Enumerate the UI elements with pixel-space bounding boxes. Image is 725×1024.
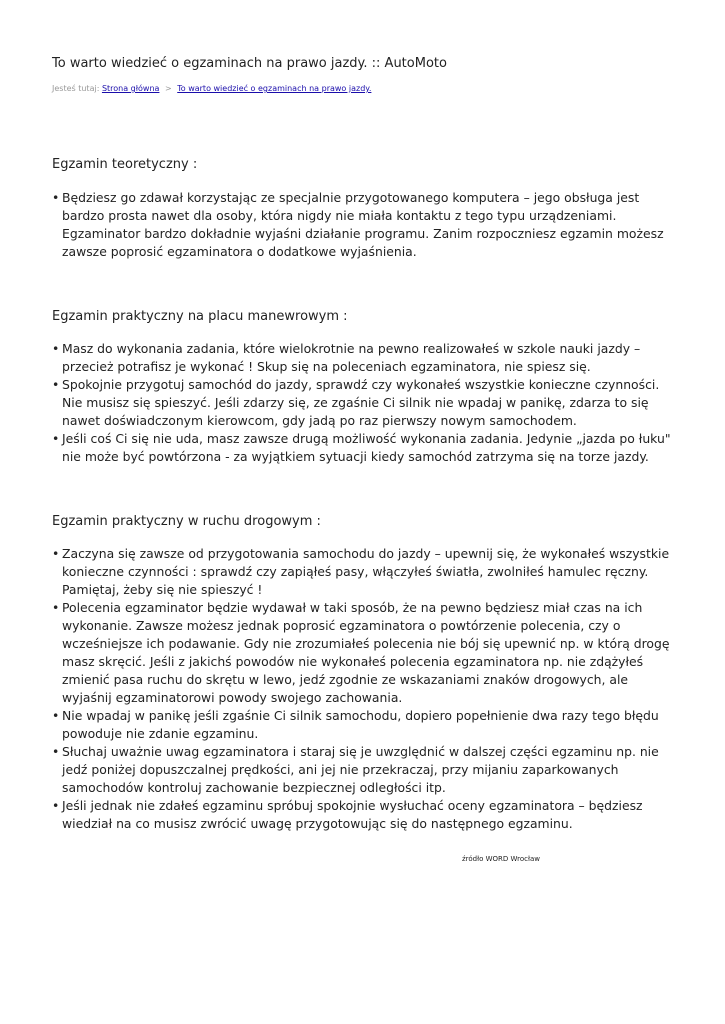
breadcrumb-current-link[interactable]: To warto wiedzieć o egzaminach na prawo jazdy. [177,84,372,93]
section-heading-theory: Egzamin teoretyczny : [52,157,198,172]
list-item: • Będziesz go zdawał korzystając ze specjalnie przygotowanego komputera – jego obsługa jest bardzo prosta nawet dla osoby, która nigdy nie miała kontaktu z tego typu urządzeniami. Egzaminator bardzo dokładnie wyjaśni działanie programu. Zanim rozpoczniesz egzamin możesz zawsze poprosić egzaminatora o dodatkowe wyjaśnienia. [52,189,674,261]
list-item: • Słuchaj uważnie uwag egzaminatora i staraj się je uwzględnić w dalszej części egzaminu np. nie jedź poniżej dopuszczalnej prędkości, ani jej nie przekraczaj, przy mijaniu zaparkowanych samochodów kontroluj zachowanie bezpiecznej odległości itp. [52,743,674,797]
section-list-road-traffic [52,545,674,833]
breadcrumb-prefix: Jesteś tutaj: [52,84,100,93]
source-note: źródło WORD Wrocław [462,855,540,863]
breadcrumb-separator: > [164,84,172,93]
list-item: • Zaczyna się zawsze od przygotowania samochodu do jazdy – upewnij się, że wykonałeś wszystkie konieczne czynności : sprawdź czy zapiąłeś pasy, włączyłeś światła, zwolniłeś hamulec ręczny. Pamiętaj, żeby się nie spieszyć ! [52,545,674,599]
list-item: • Polecenia egzaminator będzie wydawał w taki sposób, że na pewno będziesz miał czas na ich wykonanie. Zawsze możesz jednak poprosić egzaminatora o powtórzenie polecenia, czy o wcześniejsze ich podawanie. Gdy nie zrozumiałeś polecenia nie bój się upewnić np. w którą drogę masz skręcić. Jeśli z jakichś powodów nie wykonałeś polecenia egzaminatora np. nie zdążyłeś zmienić pasa ruchu do skrętu w lewo, jedź zgodnie ze wskazaniami znaków drogowych, ale wyjaśnij egzaminatorowi powody swojego zachowania. [52,599,674,707]
section-heading-maneuver-yard: Egzamin praktyczny na placu manewrowym : [52,309,348,324]
list-item: • Jeśli coś Ci się nie uda, masz zawsze drugą możliwość wykonania zadania. Jedynie „jazda po łuku" nie może być powtórzona - za wyjątkiem sytuacji kiedy samochód zatrzyma się na torze jazdy. [52,430,674,466]
section-heading-road-traffic: Egzamin praktyczny w ruchu drogowym : [52,514,321,529]
list-item: • Masz do wykonania zadania, które wielokrotnie na pewno realizowałeś w szkole nauki jazdy – przecież potrafisz je wykonać ! Skup się na poleceniach egzaminatora, nie spiesz się. [52,340,674,376]
section-list-maneuver-yard [52,340,674,466]
section-list-theory [52,189,674,261]
breadcrumb-home-link[interactable]: Strona główna [101,84,160,93]
list-item: • Jeśli jednak nie zdałeś egzaminu spróbuj spokojnie wysłuchać oceny egzaminatora – będziesz wiedział na co musisz zwrócić uwagę przygotowując się do następnego egzaminu. [52,797,674,833]
list-item: • Spokojnie przygotuj samochód do jazdy, sprawdź czy wykonałeś wszystkie konieczne czynności. Nie musisz się spieszyć. Jeśli zdarzy się, ze zgaśnie Ci silnik nie wpadaj w panikę, zdarza to się nawet doświadczonym kierowcom, gdy jadą po raz pierwszy nowym samochodem. [52,376,674,430]
list-item: • Nie wpadaj w panikę jeśli zgaśnie Ci silnik samochodu, dopiero popełnienie dwa razy tego błędu powoduje nie zdanie egzaminu. [52,707,674,743]
page-title: To warto wiedzieć o egzaminach na prawo jazdy. :: AutoMoto [52,56,447,71]
breadcrumb [52,83,371,95]
